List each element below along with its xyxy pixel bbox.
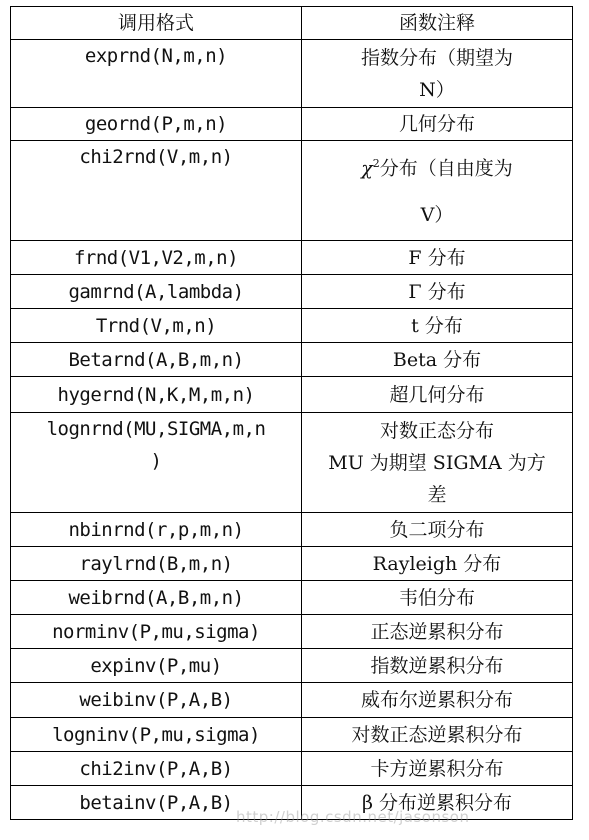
table-body xyxy=(11,40,573,820)
note-line: MU 为期望 SIGMA 为方 xyxy=(328,451,546,474)
function-note-cell: β 分布逆累积分布 xyxy=(302,786,573,820)
function-note-cell: 指数逆累积分布 xyxy=(302,649,573,683)
call-format-cell: weibrnd(A,B,m,n) xyxy=(11,581,302,615)
function-note-cell: 威布尔逆累积分布 xyxy=(302,683,573,718)
function-note-cell: 超几何分布 xyxy=(302,377,573,413)
table-row xyxy=(11,241,573,275)
table-header-row xyxy=(11,7,573,40)
call-format-cell: Betarnd(A,B,m,n) xyxy=(11,343,302,377)
function-note-cell: 韦伯分布 xyxy=(302,581,573,615)
call-format-cell: betainv(P,A,B) xyxy=(11,786,302,820)
note-line: N） xyxy=(419,78,455,101)
function-note-cell: 几何分布 xyxy=(302,108,573,141)
chi-symbol: χ xyxy=(361,157,373,180)
note-text: 分布（自由度为 xyxy=(379,157,513,180)
function-note-cell: 对数正态逆累积分布 xyxy=(302,718,573,752)
table-row xyxy=(11,413,573,513)
function-note-cell xyxy=(302,141,573,241)
function-note-cell: 负二项分布 xyxy=(302,513,573,547)
function-note-cell xyxy=(302,413,573,513)
call-format-line: lognrnd(MU,SIGMA,m,n xyxy=(46,418,266,440)
call-format-cell: norminv(P,mu,sigma) xyxy=(11,615,302,649)
function-note-cell: Beta 分布 xyxy=(302,343,573,377)
note-line: 对数正态分布 xyxy=(379,419,494,442)
call-format-cell: chi2rnd(V,m,n) xyxy=(11,141,302,241)
function-note-cell: 正态逆累积分布 xyxy=(302,615,573,649)
function-note-cell: Γ 分布 xyxy=(302,275,573,309)
table-row xyxy=(11,547,573,581)
call-format-cell: raylrnd(B,m,n) xyxy=(11,547,302,581)
table-row xyxy=(11,615,573,649)
call-format-cell: frnd(V1,V2,m,n) xyxy=(11,241,302,275)
table-row xyxy=(11,275,573,309)
table-row xyxy=(11,581,573,615)
call-format-cell: nbinrnd(r,p,m,n) xyxy=(11,513,302,547)
distribution-functions-table-container xyxy=(10,6,573,820)
call-format-cell: hygernd(N,K,M,m,n) xyxy=(11,377,302,413)
call-format-cell: weibinv(P,A,B) xyxy=(11,683,302,718)
call-format-cell xyxy=(11,413,302,513)
table-row xyxy=(11,752,573,786)
table-row xyxy=(11,718,573,752)
call-format-cell: Trnd(V,m,n) xyxy=(11,309,302,343)
table-row xyxy=(11,513,573,547)
call-format-cell: exprnd(N,m,n) xyxy=(11,40,302,108)
table-row xyxy=(11,786,573,820)
note-line: 指数分布（期望为 xyxy=(360,46,513,69)
table-row xyxy=(11,309,573,343)
blog-watermark: http://blog.csdn.net/jasonson xyxy=(236,808,470,826)
table-row xyxy=(11,108,573,141)
table-row xyxy=(11,40,573,108)
table-row xyxy=(11,343,573,377)
note-line: V） xyxy=(420,203,454,226)
function-note-cell: 卡方逆累积分布 xyxy=(302,752,573,786)
function-note-cell xyxy=(302,40,573,108)
call-format-cell: expinv(P,mu) xyxy=(11,649,302,683)
call-format-cell: gamrnd(A,lambda) xyxy=(11,275,302,309)
note-line xyxy=(306,142,568,190)
function-note-cell: F 分布 xyxy=(302,241,573,275)
call-format-cell: chi2inv(P,A,B) xyxy=(11,752,302,786)
function-note-cell: Rayleigh 分布 xyxy=(302,547,573,581)
header-call-format: 调用格式 xyxy=(11,7,302,40)
note-line: 差 xyxy=(427,483,447,506)
table-row xyxy=(11,377,573,413)
header-function-note: 函数注释 xyxy=(302,7,573,40)
table-row xyxy=(11,683,573,718)
call-format-line: ) xyxy=(150,450,162,472)
call-format-cell: logninv(P,mu,sigma) xyxy=(11,718,302,752)
table-row xyxy=(11,649,573,683)
table-row xyxy=(11,141,573,241)
distribution-functions-table xyxy=(10,6,573,820)
chi-superscript: 2 xyxy=(372,157,380,171)
call-format-cell: geornd(P,m,n) xyxy=(11,108,302,141)
function-note-cell: t 分布 xyxy=(302,309,573,343)
